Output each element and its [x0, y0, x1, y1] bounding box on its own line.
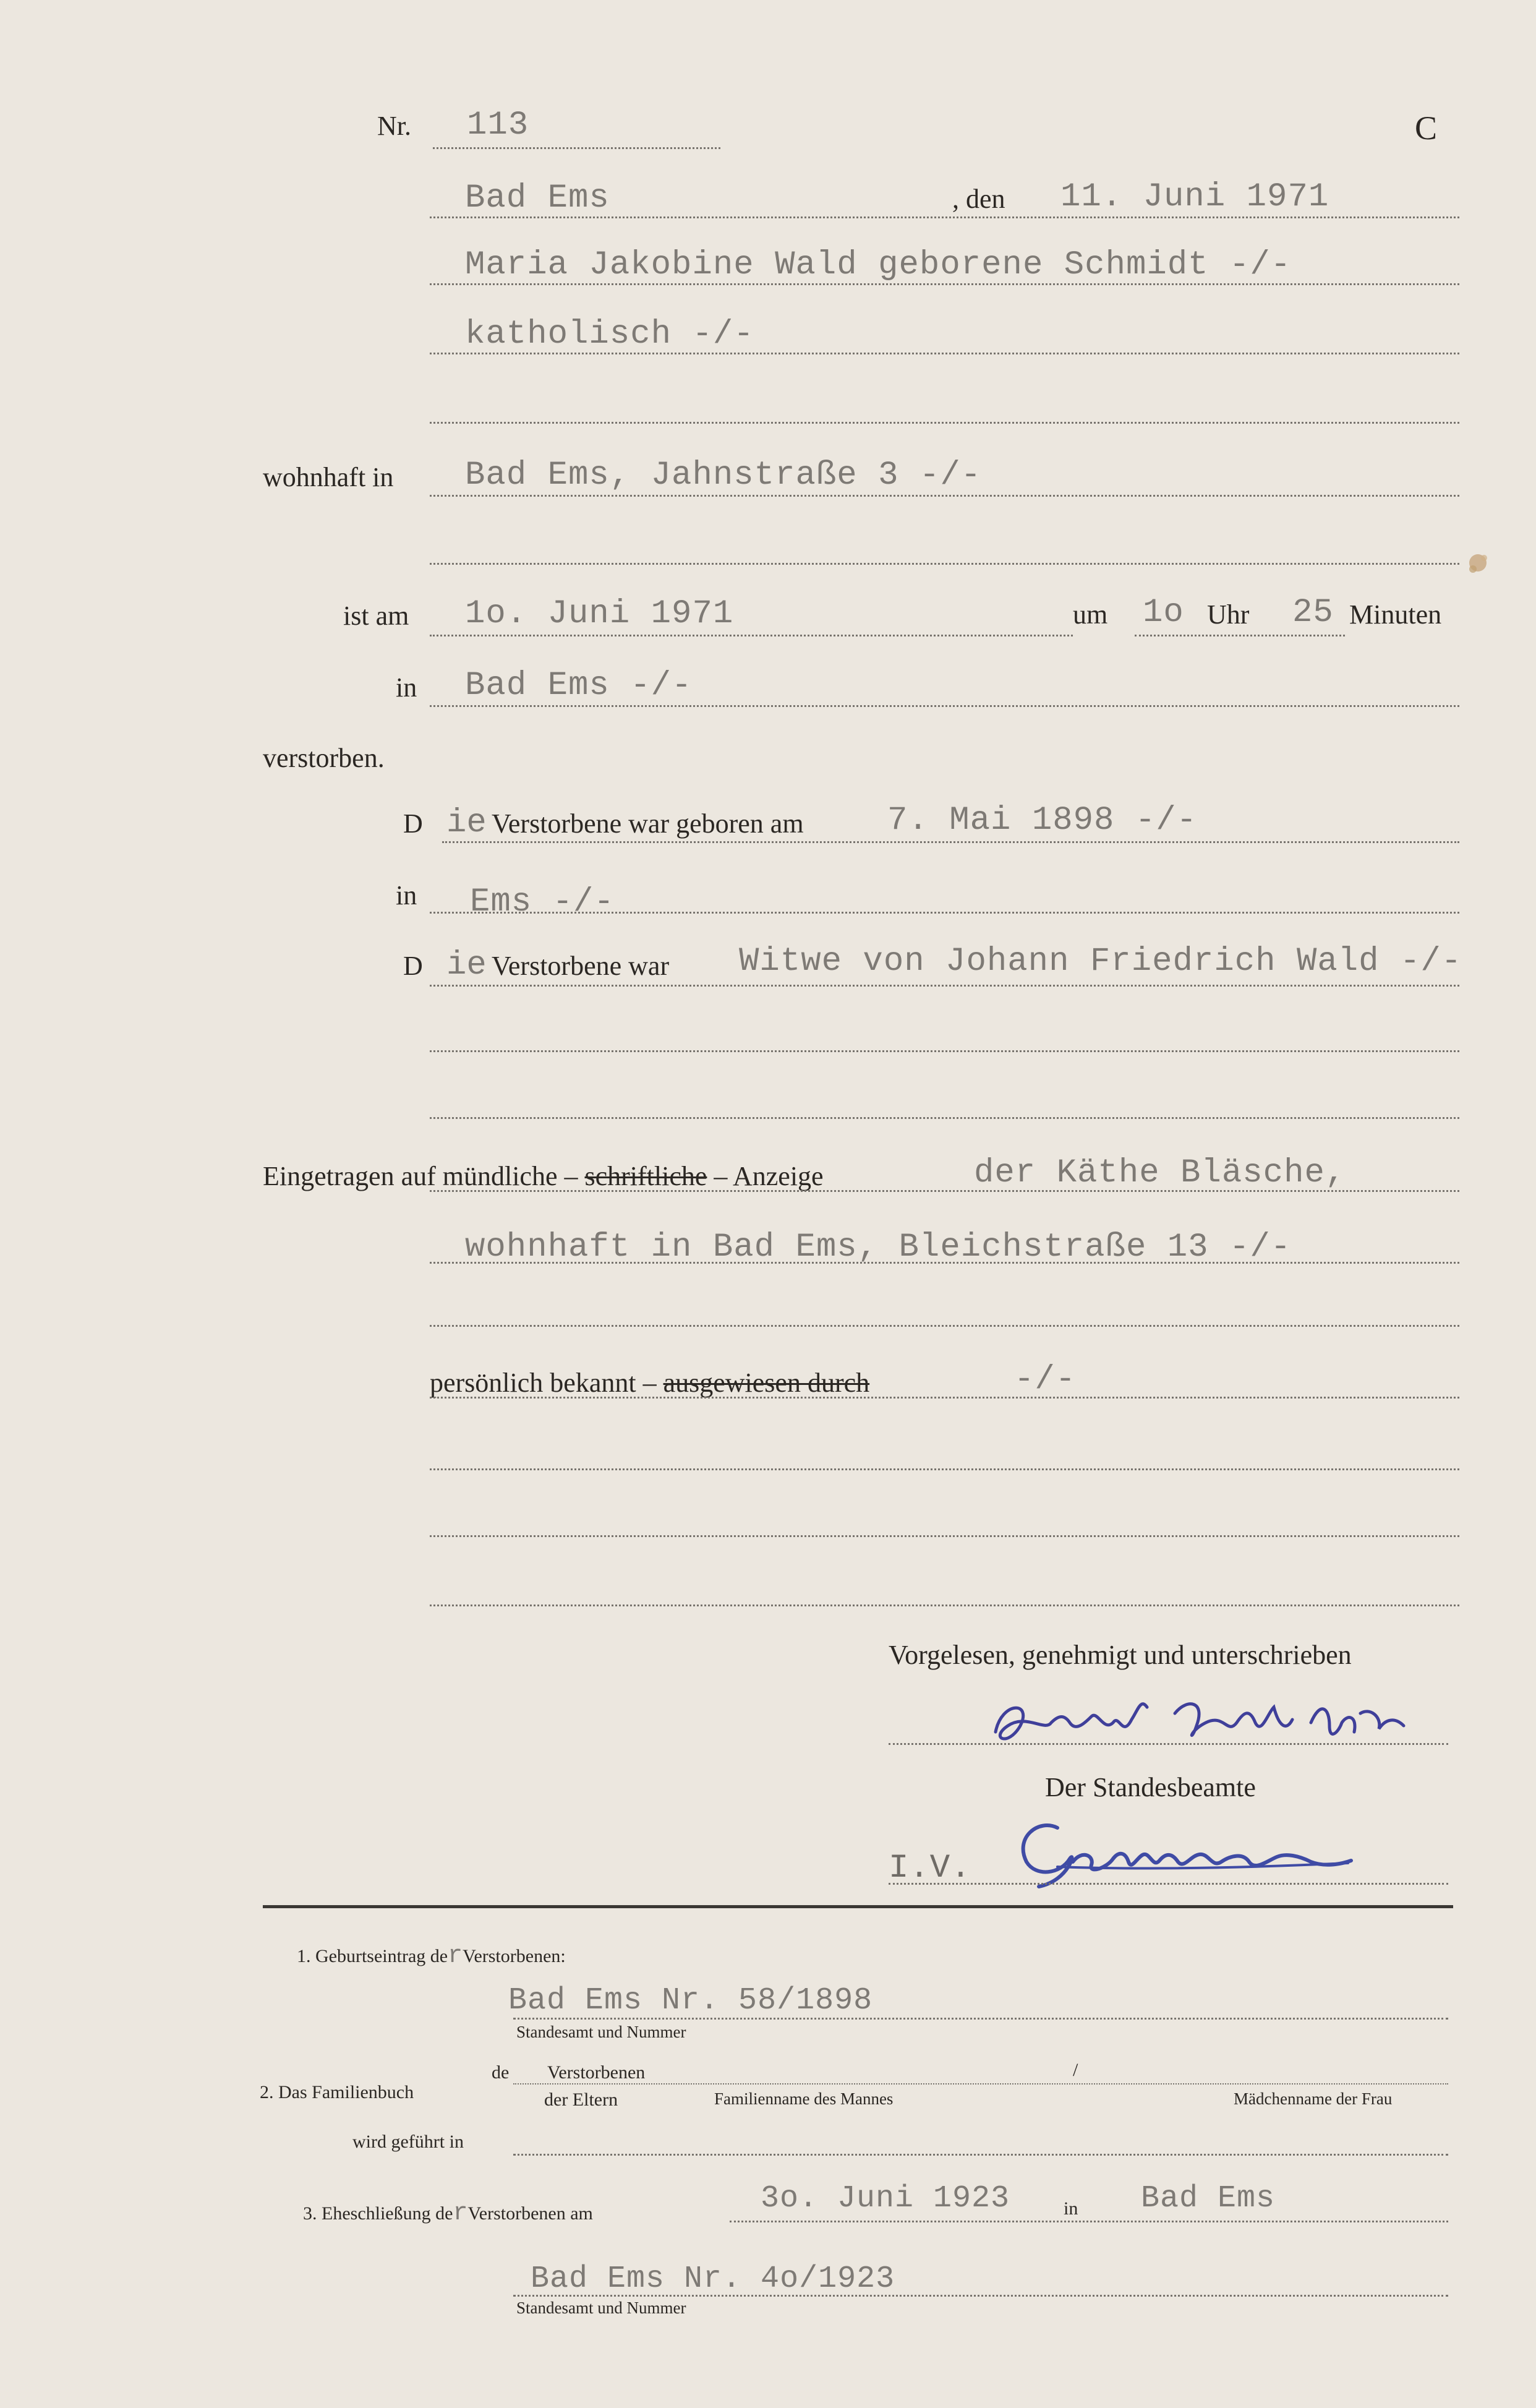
note2-label: 2. Das Familienbuch	[260, 2082, 414, 2102]
registration-label-struck: schriftliche	[584, 1161, 707, 1191]
note2-top-line	[513, 2083, 1448, 2085]
informant-signature-line	[889, 1743, 1448, 1745]
note2-option2: der Eltern	[544, 2089, 618, 2110]
known-value: -/-	[1014, 1361, 1077, 1399]
nr-label: Nr.	[377, 111, 411, 141]
birth-line	[442, 841, 1459, 843]
den-label: , den	[952, 184, 1005, 214]
iv-label: I.V.	[889, 1849, 971, 1887]
known-label	[430, 1367, 869, 1399]
status-label: Verstorbene war	[492, 951, 670, 981]
date-value: 11. Juni 1971	[1060, 178, 1329, 216]
birth-in-label: in	[396, 880, 417, 910]
religion-line	[430, 353, 1459, 354]
nr-value: 113	[467, 106, 529, 144]
note3-place: Bad Ems	[1141, 2181, 1276, 2216]
note2-de: de	[492, 2062, 510, 2083]
death-minutes: 25	[1292, 594, 1334, 632]
death-place-line	[430, 705, 1459, 707]
deceased-name: Maria Jakobine Wald geborene Schmidt -/-	[465, 246, 1292, 284]
death-time-line	[1135, 635, 1345, 636]
registration-label-end: – Anzeige	[714, 1161, 824, 1191]
death-in-label: in	[396, 672, 417, 703]
place-date-line	[430, 216, 1459, 218]
blank-line-8	[430, 1605, 1459, 1606]
note3-registry-line	[513, 2295, 1448, 2297]
note2-slash: /	[1073, 2060, 1078, 2080]
birth-d-label: D	[403, 808, 423, 839]
registration-label-start: Eingetragen auf mündliche –	[263, 1161, 578, 1191]
death-hour: 1o	[1143, 594, 1184, 632]
note2-husband-caption: Familienname des Mannes	[714, 2089, 894, 2108]
note1-line	[513, 2018, 1448, 2020]
nr-line	[433, 147, 720, 149]
blank-line-7	[430, 1535, 1459, 1537]
note1-fill: r	[448, 1942, 463, 1970]
residence-value: Bad Ems, Jahnstraße 3 -/-	[465, 456, 982, 494]
blank-line-2	[430, 563, 1459, 565]
birth-date: 7. Mai 1898 -/-	[887, 802, 1198, 839]
note2-kept-line	[513, 2154, 1448, 2156]
status-value: Witwe von Johann Friedrich Wald -/-	[739, 943, 1462, 980]
official-signature-line	[889, 1883, 1448, 1885]
birth-article-fill: ie	[446, 804, 487, 842]
name-line	[430, 283, 1459, 285]
note3-in-label: in	[1064, 2198, 1078, 2219]
note1-label-end: Verstorbenen:	[463, 1946, 566, 1966]
birth-label: Verstorbene war geboren am	[492, 808, 804, 839]
status-d-label: D	[403, 951, 423, 981]
death-date-label: ist am	[343, 601, 409, 631]
note3-caption: Standesamt und Nummer	[516, 2299, 686, 2317]
note3-label-end: Verstorbenen am	[467, 2203, 593, 2224]
birth-place-line	[430, 912, 1459, 914]
birth-place: Ems -/-	[470, 883, 615, 921]
registration-line	[430, 1190, 1459, 1192]
blank-line-4	[430, 1117, 1459, 1119]
note3-line	[730, 2221, 1448, 2222]
note1-label-start: 1. Geburtseintrag de	[297, 1946, 448, 1966]
note3-fill: r	[453, 2200, 468, 2227]
series-letter: C	[1415, 109, 1438, 147]
note3-label-start: 3. Eheschließung de	[303, 2203, 453, 2224]
status-line	[430, 985, 1459, 987]
um-label: um	[1073, 599, 1108, 630]
minuten-label: Minuten	[1349, 599, 1442, 630]
residence-line	[430, 495, 1459, 497]
known-label-struck: ausgewiesen durch	[663, 1368, 870, 1398]
note2-kept-label: wird geführt in	[352, 2132, 464, 2152]
place-value: Bad Ems	[465, 179, 610, 217]
section-divider	[263, 1905, 1453, 1908]
status-article-fill: ie	[446, 946, 487, 984]
verstorben-label: verstorben.	[263, 743, 385, 773]
note3-date: 3o. Juni 1923	[761, 2181, 1010, 2216]
uhr-label: Uhr	[1207, 599, 1250, 630]
informant-address-line	[430, 1262, 1459, 1264]
blank-line-6	[430, 1468, 1459, 1470]
official-signature-text: Sommer	[1002, 1812, 1004, 1813]
note1-caption: Standesamt und Nummer	[516, 2023, 686, 2041]
religion-value: katholisch -/-	[465, 315, 754, 353]
blank-line-3	[430, 1050, 1459, 1052]
note1-value: Bad Ems Nr. 58/1898	[508, 1983, 873, 2018]
note2-option1: Verstorbenen	[547, 2062, 646, 2083]
registration-label	[263, 1160, 824, 1192]
known-label-start: persönlich bekannt –	[430, 1368, 657, 1398]
official-label: Der Standesbeamte	[1045, 1772, 1256, 1802]
informant-signature	[983, 1689, 1428, 1757]
note3-label	[303, 2200, 593, 2227]
death-date: 1o. Juni 1971	[465, 595, 734, 633]
official-signature	[1002, 1812, 1373, 1893]
blank-line-5	[430, 1325, 1459, 1327]
residence-label: wohnhaft in	[263, 462, 394, 492]
informant-address: wohnhaft in Bad Ems, Bleichstraße 13 -/-	[465, 1228, 1292, 1266]
blank-line-1	[430, 422, 1459, 424]
note2-wife-caption: Mädchenname der Frau	[1234, 2089, 1393, 2108]
closing-text: Vorgelesen, genehmigt und unterschrieben	[889, 1640, 1352, 1670]
informant-name: der Käthe Bläsche,	[974, 1154, 1346, 1192]
known-line	[430, 1397, 1459, 1399]
note3-registry: Bad Ems Nr. 4o/1923	[531, 2261, 895, 2297]
death-date-line	[430, 635, 1073, 636]
death-place: Bad Ems -/-	[465, 667, 693, 705]
note1-label	[297, 1942, 566, 1970]
paper-stain	[1459, 544, 1496, 581]
